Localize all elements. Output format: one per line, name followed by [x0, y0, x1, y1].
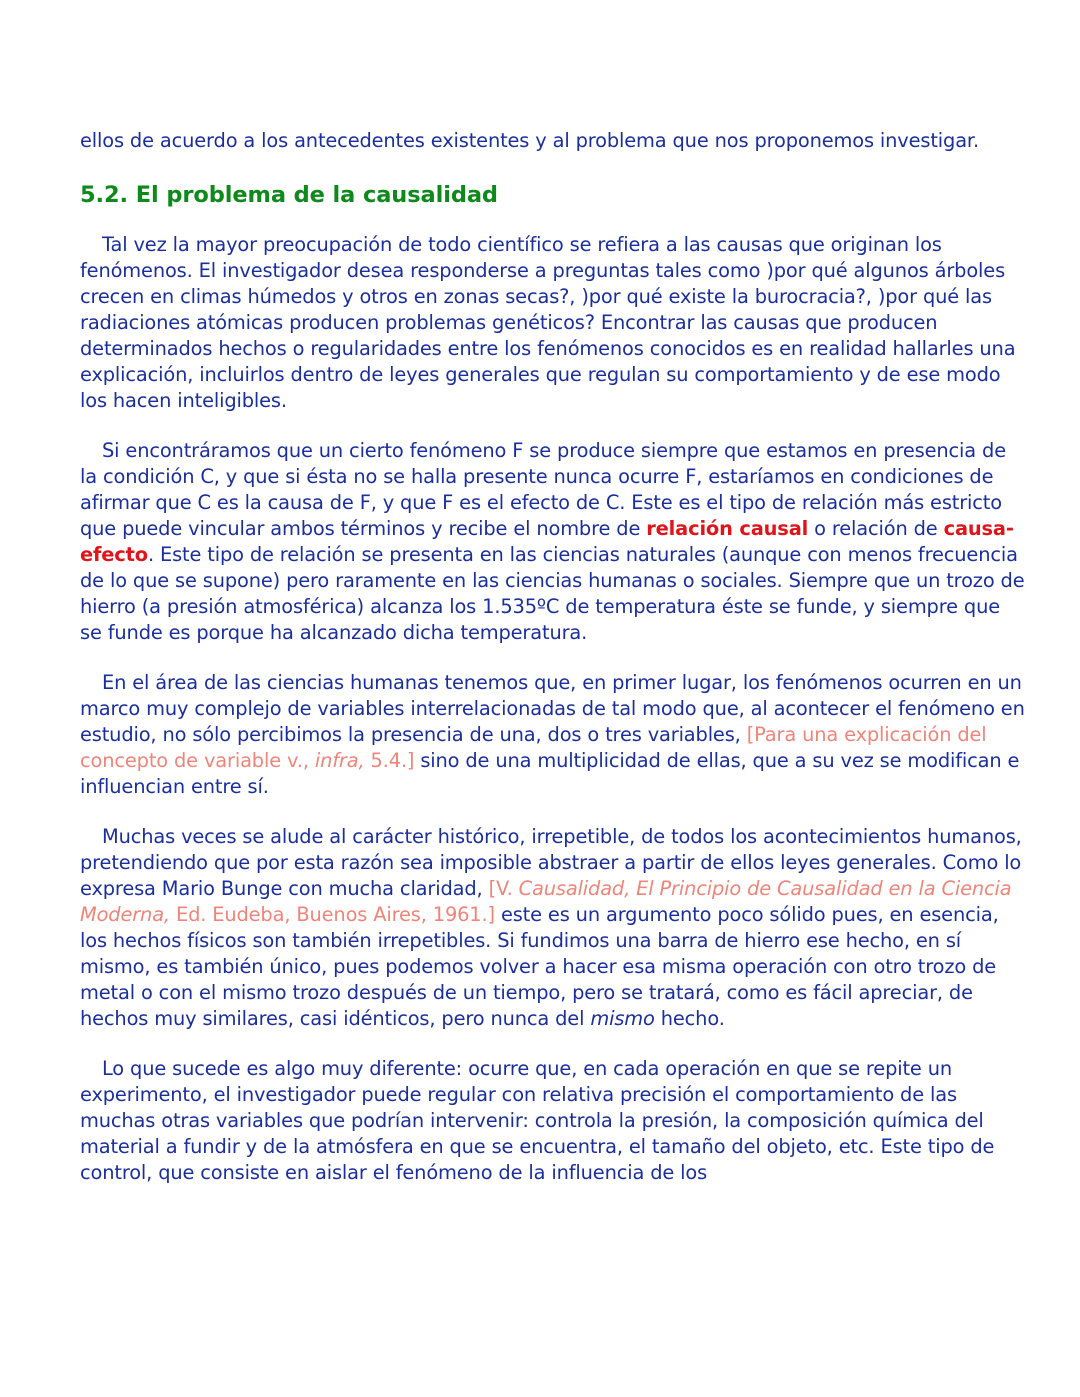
section-heading: 5.2. El problema de la causalidad	[80, 182, 498, 208]
paragraph-causal-relation	[80, 438, 1025, 646]
reference-text: Ed. Eudeba, Buenos Aires, 1961.]	[169, 903, 495, 926]
reference-text: [V.	[488, 877, 519, 900]
text-run: Si encontráramos que un cierto fenómeno F se produce siempre que estamos en presencia de la condición C, y que si ésta no se halla presente nunca ocurre F, estaríamos en condiciones de afirmar que C es la causa de F, y que F es el efecto de C. Este es el tipo de relación más estricto que puede vincular ambos términos y recibe el nombre de	[80, 439, 1006, 540]
italic-word: mismo	[590, 1007, 655, 1030]
paragraph-human-sciences	[80, 670, 1025, 800]
reference-text: 5.4.]	[364, 749, 415, 772]
reference-italic: infra,	[314, 749, 365, 772]
text-run: En el área de las ciencias humanas tenemos que, en primer lugar, los fenómenos ocurren en un marco muy complejo de variables interrelacionadas de tal modo que, al acontecer el fenómeno en estudio, no sólo percibimos la presencia de una, dos o tres variables,	[80, 671, 1025, 746]
intro-paragraph: ellos de acuerdo a los antecedentes existentes y al problema que nos proponemos investigar.	[80, 129, 979, 152]
paragraph-causes: Tal vez la mayor preocupación de todo científico se refiera a las causas que originan los fenómenos. El investigador desea responderse a preguntas tales como )por qué algunos árboles crecen en climas húmedos y otros en zonas secas?, )por qué existe la burocracia?, )por qué las radiaciones atómicas producen problemas genéticos? Encontrar las causas que producen determinados hechos o regularidades entre los fenómenos conocidos es en realidad hallarles una explicación, incluirlos dentro de leyes generales que regulan su comportamiento y de ese modo los hacen inteligibles.	[80, 233, 1016, 412]
text-run: Muchas veces se alude al carácter histórico, irrepetible, de todos los acontecimientos humanos, pretendiendo que por esta razón sea imposible abstraer a partir de ellos leyes generales. Como lo expresa Mario Bunge con mucha claridad,	[80, 825, 1022, 900]
text-run: este es un argumento poco sólido pues, en esencia, los hechos físicos son también irrepetibles. Si fundimos una barra de hierro ese hecho, en sí mismo, es también único, pues podemos volver a hacer esa misma operación con otro trozo de metal o con el mismo trozo después de un tiempo, pero se tratará, como es fácil apreciar, de hechos muy similares, casi idénticos, pero nunca del	[80, 903, 999, 1030]
text-run: hecho.	[654, 1007, 725, 1030]
text-run: . Este tipo de relación se presenta en las ciencias naturales (aunque con menos frecuencia de lo que se supone) pero raramente en las ciencias humanas o sociales. Siempre que un trozo de hierro (a presión atmosférica) alcanza los 1.535ºC de temperatura éste se funde, y siempre que se funde es porque ha alcanzado dicha temperatura.	[80, 543, 1025, 644]
page-body	[80, 128, 1025, 1210]
text-run: sino de una multiplicidad de ellas, que a su vez se modifican e influencian entre sí.	[80, 749, 1020, 798]
reference-italic: Causalidad, El Principio de Causalidad en la Ciencia Moderna,	[80, 877, 1012, 926]
paragraph-bunge	[80, 824, 1025, 1032]
term-relacion-causal: relación causal	[646, 517, 809, 540]
text-run: o relación de	[808, 517, 944, 540]
reference-text: [Para una explicación del concepto de variable v.,	[80, 723, 987, 772]
paragraph-experiment-control: Lo que sucede es algo muy diferente: ocurre que, en cada operación en que se repite un experimento, el investigador puede regular con relativa precisión el comportamiento de las muchas otras variables que podrían intervenir: controla la presión, la composición química del material a fundir y de la atmósfera en que se encuentra, el tamaño del objeto, etc. Este tipo de control, que consiste en aislar el fenómeno de la influencia de los	[80, 1057, 995, 1184]
term-causa-efecto: causa-efecto	[80, 517, 1014, 566]
